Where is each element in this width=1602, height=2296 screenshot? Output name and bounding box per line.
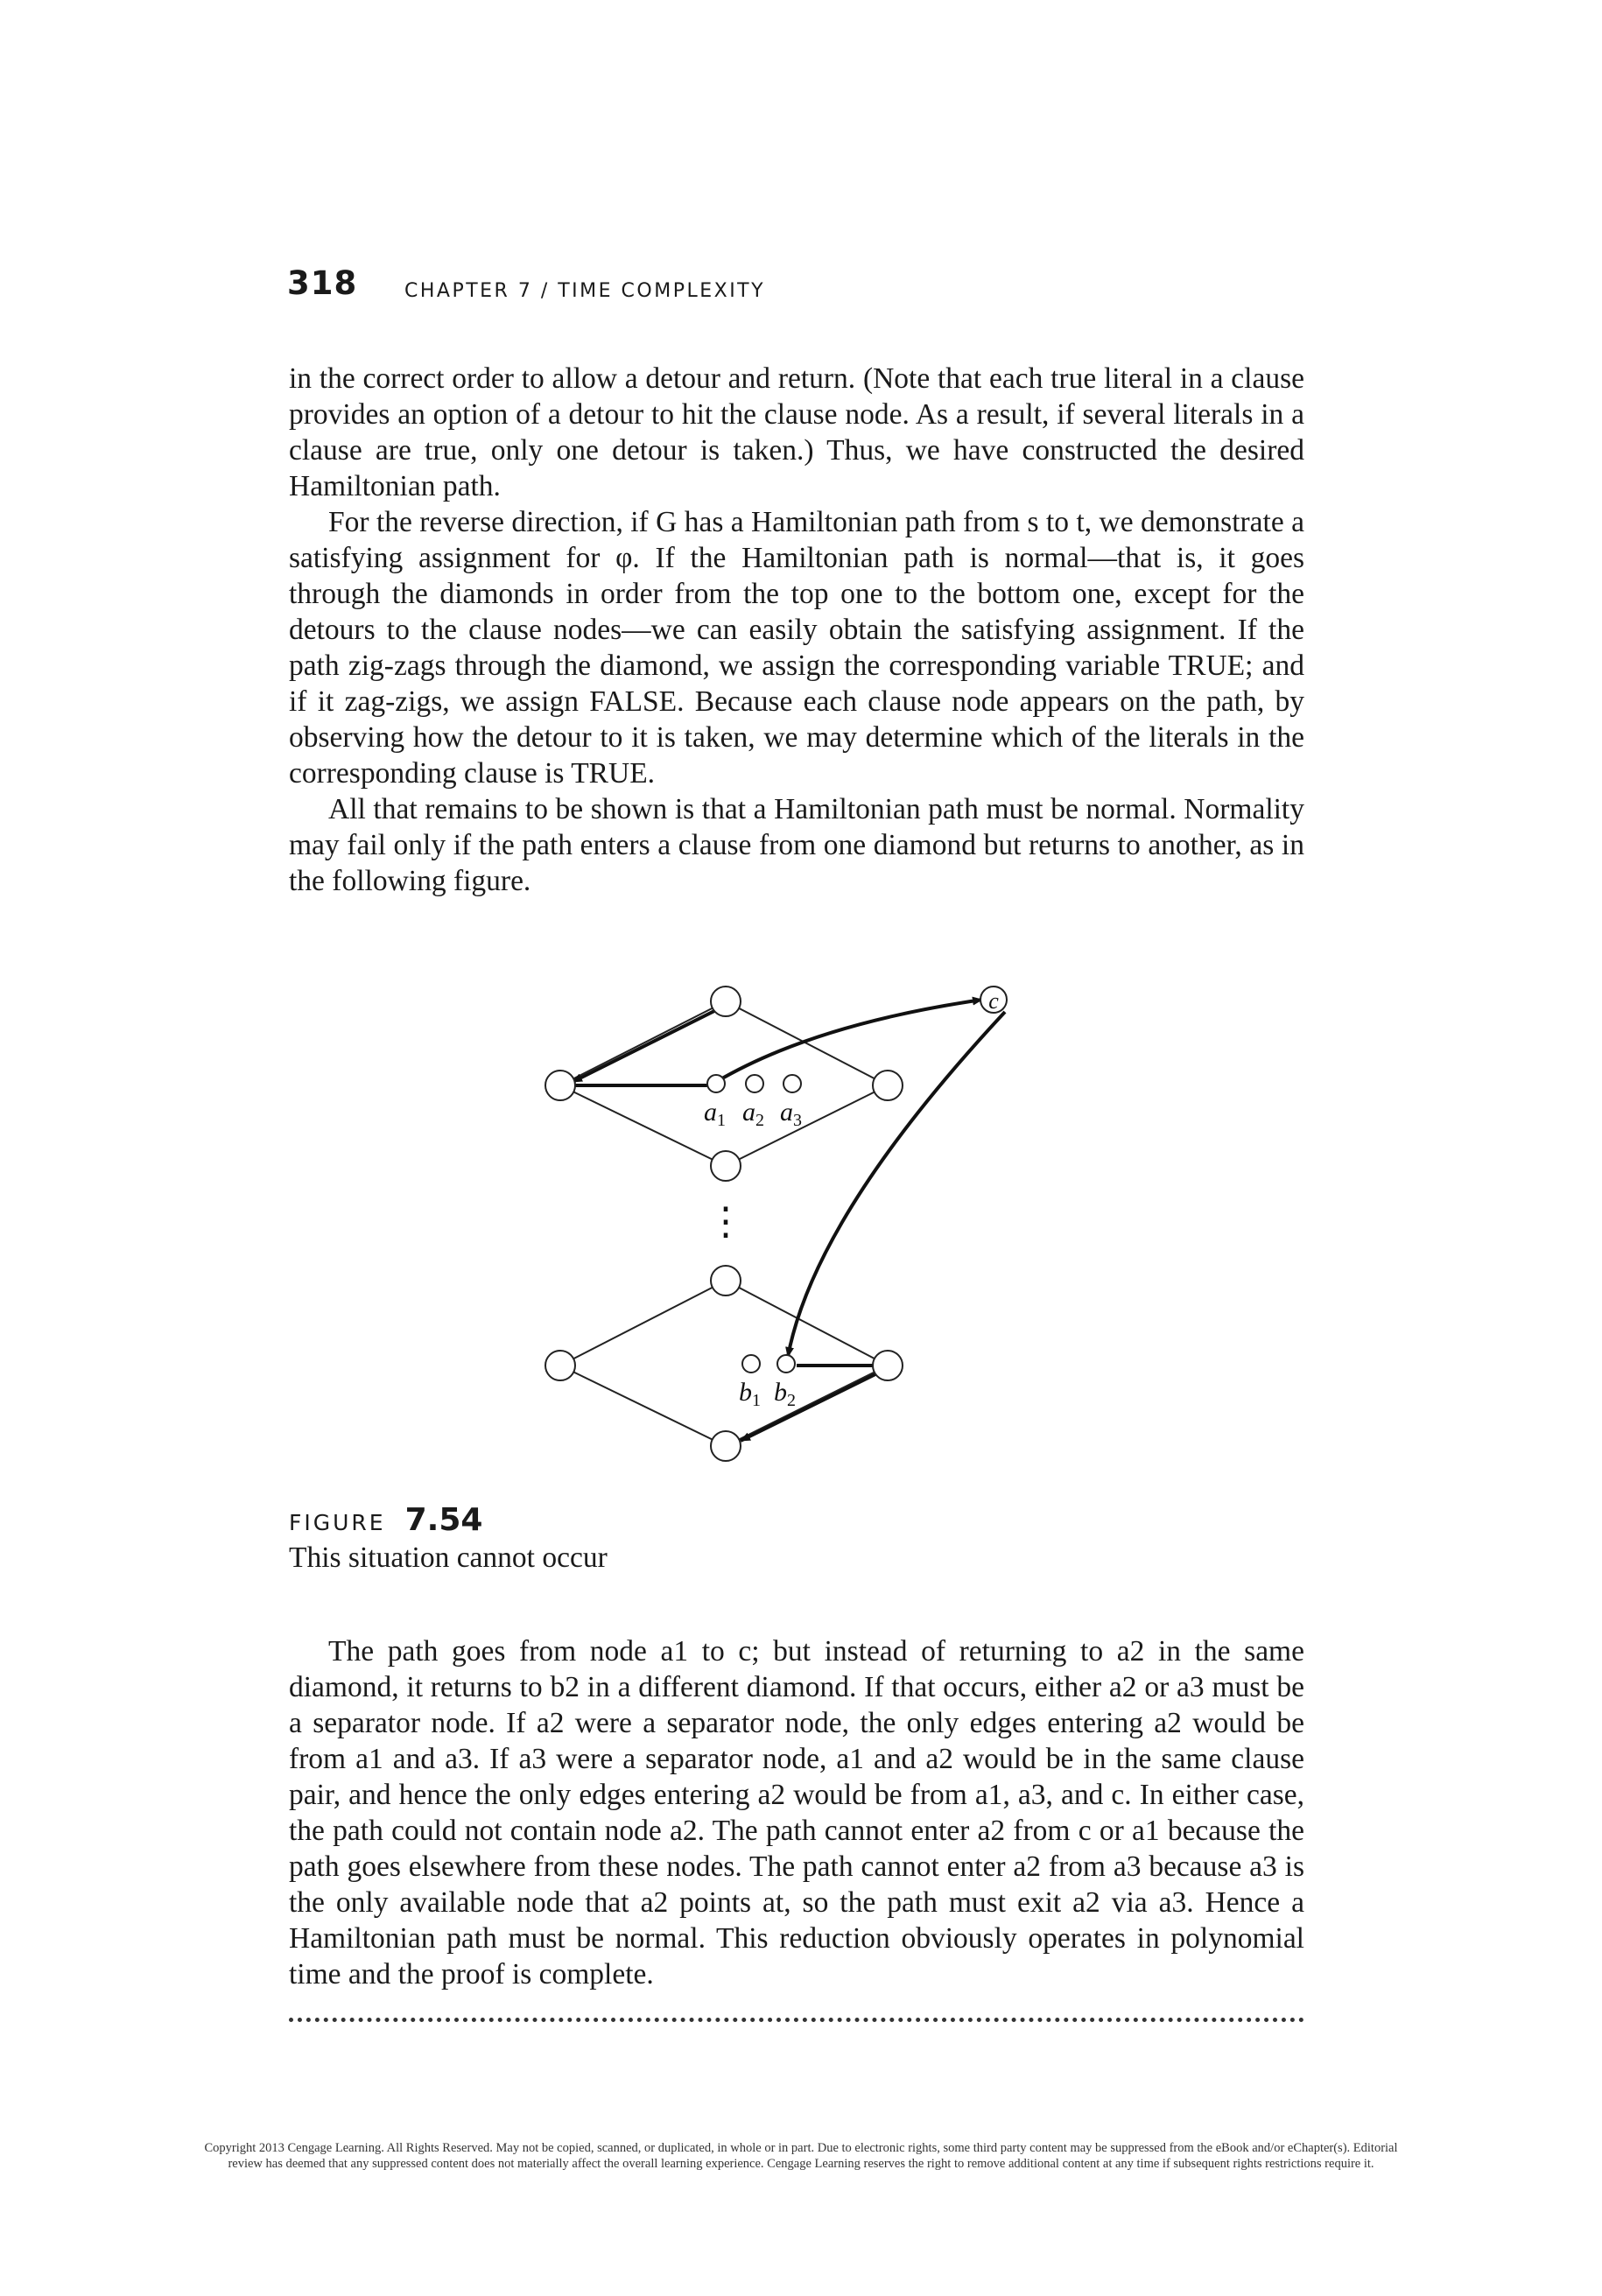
- node-top-2: [711, 1266, 741, 1295]
- path-arrow-a1-c: [716, 1000, 982, 1082]
- label-b2: $b_2$: [774, 1378, 796, 1410]
- node-right: [873, 1071, 903, 1100]
- label-a2: $a_2$: [742, 1098, 764, 1130]
- paragraph-3: All that remains to be shown is that a Hamiltonian path must be normal. Normality may fail only if the path enters a clause from one diamond but returns to another, as in the following figure.: [289, 793, 1304, 897]
- node-a1: [707, 1075, 725, 1092]
- node-bottom-2: [711, 1431, 741, 1461]
- end-of-proof-rule: [289, 2018, 1304, 2022]
- node-bottom: [711, 1151, 741, 1181]
- diagram-svg: [525, 972, 1068, 1471]
- paragraph-1: in the correct order to allow a detour and return. (Note that each true literal in a clause provides an option of a detour to hit the clause node. As a result, if several literals in a clause are true, only one detour is taken.) Thus, we have constructed the desired Hamiltonian path.: [289, 362, 1304, 502]
- edge: [560, 1366, 726, 1446]
- copyright-notice: Copyright 2013 Cengage Learning. All Rights Reserved. May not be copied, scanned, or duplicated, in whole or in part. Due to electronic rights, some third party content may be suppressed from the eBook and/or eChapter(s). Editorial review has deemed that any suppressed content does not materially affect the overall learning experience. Cengage Learning reserves the right to remove additional content at any time if subsequent rights restrictions require it.: [204, 2141, 1398, 2171]
- node-b1: [742, 1355, 760, 1373]
- label-b1: $b_1$: [739, 1378, 761, 1410]
- path-arrow-right-bottom: [741, 1373, 879, 1441]
- edge: [560, 1085, 726, 1166]
- label-c: c: [988, 988, 999, 1014]
- figure-caption-text: This situation cannot occur: [289, 1541, 608, 1574]
- node-left: [545, 1071, 575, 1100]
- paragraph-2: For the reverse direction, if G has a Hamiltonian path from s to t, we demonstrate a satisfying assignment for φ. If the Hamiltonian path is normal—that is, it goes through the diamonds in order from the top one to the bottom one, except for the detours to the clause nodes—we can easily obtain the satisfying assignment. If the path zig-zags through the diamond, we assign the corresponding variable TRUE; and if it zag-zigs, we assign FALSE. Because each clause node appears on the path, by observing how the detour to it is taken, we may determine which of the literals in the corresponding clause is TRUE.: [289, 506, 1304, 790]
- page-number: 318: [287, 264, 358, 302]
- ellipsis: ⋮: [706, 1200, 745, 1243]
- node-b2: [777, 1355, 795, 1373]
- chapter-title: CHAPTER 7 / TIME COMPLEXITY: [404, 280, 766, 302]
- path-arrow-c-b2: [788, 1012, 1005, 1357]
- figure-number: 7.54: [404, 1502, 483, 1538]
- node-top: [711, 987, 741, 1016]
- node-a2: [746, 1075, 763, 1092]
- body-top: [289, 361, 1304, 899]
- edge: [560, 1281, 726, 1366]
- figure-diagram: [525, 972, 1068, 1471]
- label-a1: $a_1$: [704, 1098, 726, 1130]
- path-arrow-top-left: [573, 1008, 720, 1082]
- edge: [560, 1001, 726, 1085]
- node-left-2: [545, 1351, 575, 1380]
- figure-label: FIGURE: [289, 1510, 386, 1535]
- node-a3: [783, 1075, 801, 1092]
- label-a3: $a_3$: [780, 1098, 802, 1130]
- paragraph-4: The path goes from node a1 to c; but instead of returning to a2 in the same diamond, it returns to b2 in a different diamond. If that occurs, either a2 or a3 must be a separator node. If a2 were a separator node, the only edges entering a2 would be from a1 and a3. If a3 were a separator node, a1 and a2 would be in the same clause pair, and hence the only edges entering a2 would be from a1, a3, and c. In either case, the path could not contain node a2. The path cannot enter a2 from c or a1 because the path goes elsewhere from these nodes. The path cannot enter a2 from a3 because a3 is the only available node that a2 points at, so the path must exit a2 via a3. Hence a Hamiltonian path must be normal. This reduction obviously operates in polynomial time and the proof is complete.: [289, 1635, 1304, 1991]
- node-right-2: [873, 1351, 903, 1380]
- edge: [726, 1001, 888, 1085]
- figure-caption: [289, 1502, 608, 1575]
- body-bottom: [289, 1633, 1304, 1992]
